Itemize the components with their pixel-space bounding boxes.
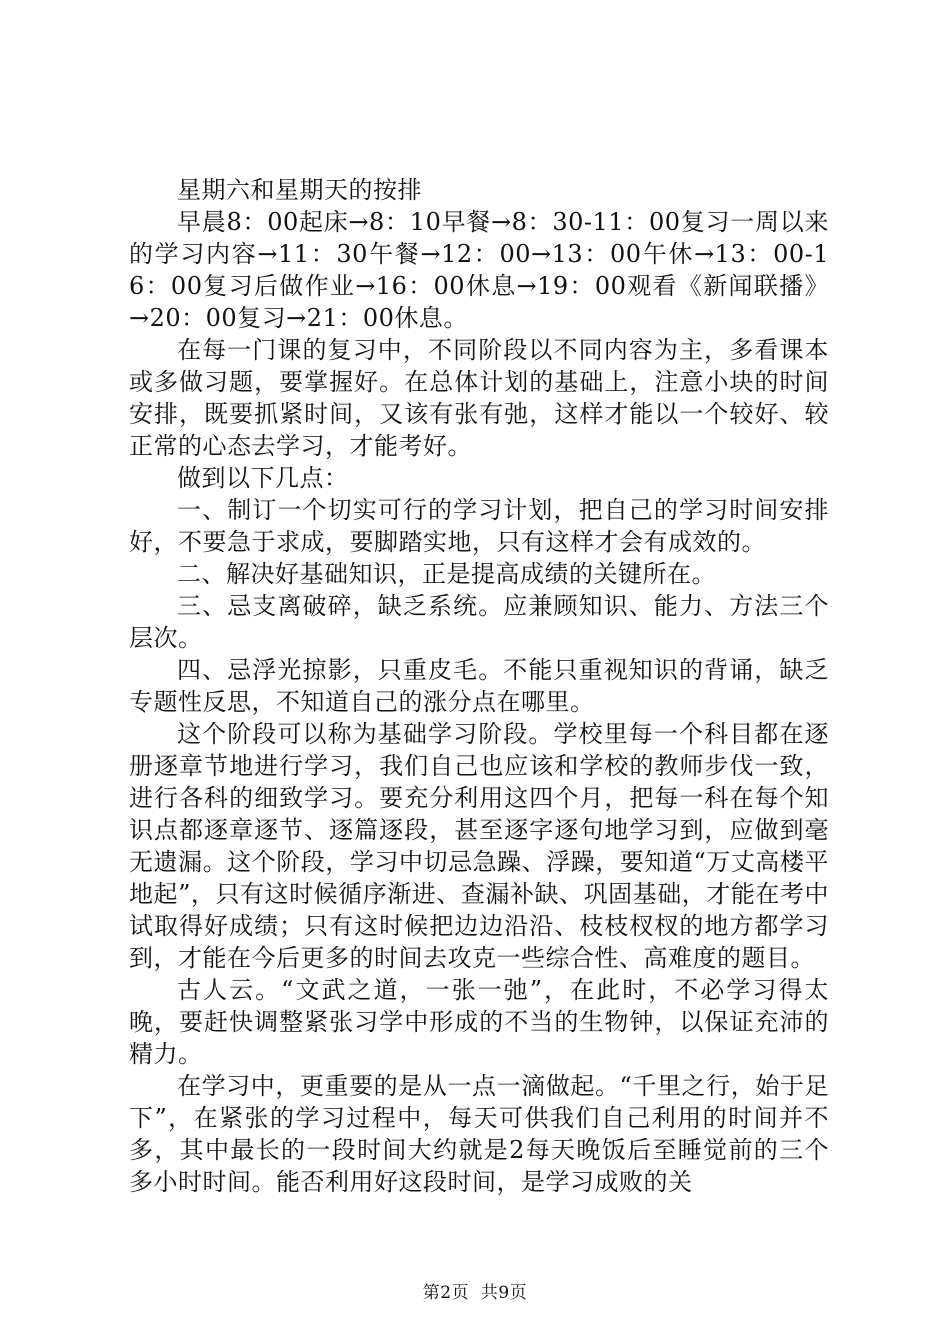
paragraph-rest-advice: 古人云。“文武之道，一张一弛”，在此时，不必学习得太晚，要赶快调整紧张习学中形成的不当的生物钟，以保证充沛的精力。	[129, 976, 829, 1068]
paragraph-weekend-schedule: 早晨8：00起床→8：10早餐→8：30-11：00复习一周以来的学习内容→11：30午餐→12：00→13：00午休→13：00-16：00复习后做作业→16：00休息→19：00观看《新闻联播》→20：00复习→21：00休息。	[129, 208, 829, 332]
paragraph-points-intro: 做到以下几点：	[177, 464, 349, 492]
paragraph-foundation-stage: 这个阶段可以称为基础学习阶段。学校里每一个科目都在逐册逐章节地进行学习，我们自己也应该和学校的教师步伐一致，进行各科的细致学习。要充分利用这四个月，把每一科在每个知识点都逐章逐节、逐篇逐段，甚至逐字逐句地学习到，应做到毫无遗漏。这个阶段，学习中切忌急躁、浮躁，要知道“万丈高楼平地起”，只有这时候循序渐进、查漏补缺、巩固基础，才能在考中试取得好成绩；只有这时候把边边沿沿、枝枝杈杈的地方都学习到，才能在今后更多的时间去攻克一些综合性、高难度的题目。	[129, 720, 829, 972]
paragraph-review-advice: 在每一门课的复习中，不同阶段以不同内容为主，多看课本或多做习题，要掌握好。在总体计划的基础上，注意小块的时间安排，既要抓紧时间，又该有张有弛，这样才能以一个较好、较正常的心态去学习，才能考好。	[129, 336, 829, 460]
paragraph-point-two: 二、解决好基础知识，正是提高成绩的关键所在。	[177, 560, 716, 588]
document-body	[129, 174, 829, 1198]
paragraph-point-three: 三、忌支离破碎，缺乏系统。应兼顾知识、能力、方法三个层次。	[129, 592, 829, 652]
paragraph-point-one: 一、制订一个切实可行的学习计划，把自己的学习时间安排好，不要急于求成，要脚踏实地，只有这样才会有成效的。	[129, 496, 829, 556]
page-footer: 第2页 共9页	[422, 1283, 528, 1303]
paragraph-point-four: 四、忌浮光掠影，只重皮毛。不能只重视知识的背诵，缺乏专题性反思，不知道自己的涨分点在哪里。	[129, 656, 829, 716]
paragraph-time-usage: 在学习中，更重要的是从一点一滴做起。“千里之行，始于足下”，在紧张的学习过程中，每天可供我们自己利用的时间并不多，其中最长的一段时间大约就是2每天晚饭后至睡觉前的三个多小时时间。能否利用好这段时间，是学习成败的关	[129, 1072, 829, 1196]
paragraph-weekend-heading: 星期六和星期天的按排	[177, 176, 422, 204]
